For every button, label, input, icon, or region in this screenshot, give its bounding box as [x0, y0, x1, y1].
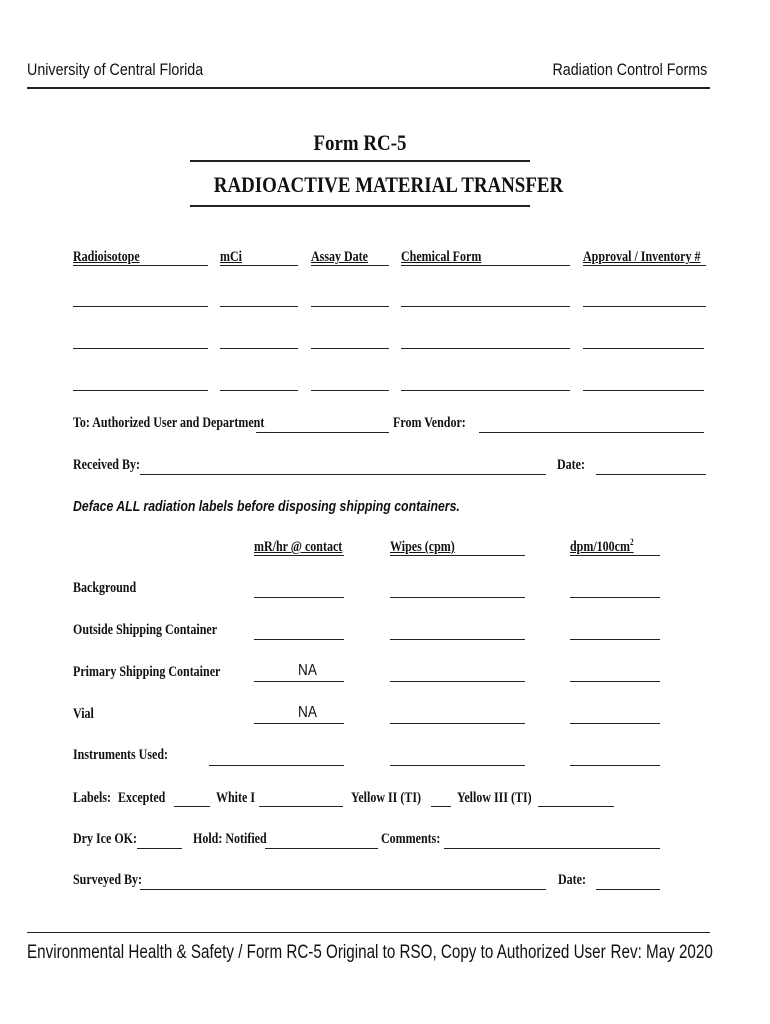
labels-yellow2-field[interactable] [431, 806, 451, 807]
labels-white-label: White I [216, 790, 255, 806]
dpm-label-text: dpm/100cm [570, 539, 630, 555]
instruments-wipes-field[interactable] [390, 765, 525, 766]
received-by-field[interactable] [140, 474, 546, 475]
outside-wipes-field[interactable] [390, 639, 525, 640]
primary-wipes-field[interactable] [390, 681, 525, 682]
instruments-field[interactable] [209, 765, 344, 766]
outside-dpm-field[interactable] [570, 639, 660, 640]
hold-notified-field[interactable] [265, 848, 378, 849]
received-date-field[interactable] [596, 474, 706, 475]
surveyed-by-field[interactable] [140, 889, 546, 890]
approval-field[interactable] [583, 306, 706, 307]
form-number: Form RC-5 [313, 130, 407, 155]
row-primary-container-label: Primary Shipping Container [73, 664, 221, 680]
col-chemical-form-underline [401, 265, 570, 266]
primary-contact-na: NA [298, 662, 317, 679]
row-instruments-label: Instruments Used: [73, 747, 169, 763]
surveyed-date-field[interactable] [596, 889, 660, 890]
title-top-rule [190, 160, 530, 162]
radioisotope-field[interactable] [73, 390, 208, 391]
mci-field[interactable] [220, 348, 298, 349]
vial-contact-field [254, 723, 344, 724]
col-approval-underline [583, 265, 706, 266]
labels-yellow3-field[interactable] [538, 806, 614, 807]
col-chemical-form: Chemical Form [401, 249, 482, 265]
labels-yellow3-label: Yellow III (TI) [457, 790, 532, 806]
assay-date-field[interactable] [311, 348, 389, 349]
dpm-superscript: 2 [630, 537, 634, 547]
from-vendor-field[interactable] [479, 432, 704, 433]
primary-dpm-field[interactable] [570, 681, 660, 682]
background-contact-field[interactable] [254, 597, 344, 598]
radioisotope-field[interactable] [73, 306, 208, 307]
title-bottom-rule [190, 205, 530, 207]
received-by-label: Received By: [73, 457, 140, 473]
col-mci-underline [220, 265, 298, 266]
col-dpm-100cm2 [570, 539, 634, 556]
labels-yellow2-label: Yellow II (TI) [351, 790, 422, 806]
header-university: University of Central Florida [27, 60, 204, 79]
background-dpm-field[interactable] [570, 597, 660, 598]
hold-notified-label: Hold: Notified [193, 831, 267, 847]
chemical-form-field[interactable] [401, 348, 570, 349]
footer-distribution: Environmental Health & Safety / Form RC-5 Original to RSO, Copy to Authorized User [27, 942, 606, 963]
col-wipes-underline [390, 555, 525, 556]
row-outside-container-label: Outside Shipping Container [73, 622, 218, 638]
received-date-label: Date: [557, 457, 585, 473]
approval-field[interactable] [583, 348, 704, 349]
col-radioisotope: Radioisotope [73, 249, 140, 265]
row-background-label: Background [73, 580, 137, 596]
to-authorized-label: To: Authorized User and Department [73, 415, 265, 431]
dry-ice-field[interactable] [137, 848, 182, 849]
approval-field[interactable] [583, 390, 704, 391]
mci-field[interactable] [220, 390, 298, 391]
assay-date-field[interactable] [311, 390, 389, 391]
vial-wipes-field[interactable] [390, 723, 525, 724]
deface-instruction: Deface ALL radiation labels before disposing shipping containers. [73, 498, 460, 515]
labels-label: Labels: [73, 790, 112, 806]
instruments-dpm-field[interactable] [570, 765, 660, 766]
surveyed-by-label: Surveyed By: [73, 872, 142, 888]
labels-excepted-label: Excepted [118, 790, 166, 806]
comments-label: Comments: [381, 831, 441, 847]
chemical-form-field[interactable] [401, 390, 570, 391]
form-title: RADIOACTIVE MATERIAL TRANSFER [213, 172, 564, 197]
col-approval-inventory: Approval / Inventory # [583, 249, 701, 265]
radioisotope-field[interactable] [73, 348, 208, 349]
primary-contact-field [254, 681, 344, 682]
col-assay-date-underline [311, 265, 389, 266]
row-vial-label: Vial [73, 706, 94, 722]
from-vendor-label: From Vendor: [393, 415, 466, 431]
comments-field[interactable] [444, 848, 660, 849]
mci-field[interactable] [220, 306, 298, 307]
col-mr-hr-underline [254, 555, 344, 556]
to-authorized-field[interactable] [256, 432, 389, 433]
vial-dpm-field[interactable] [570, 723, 660, 724]
header-rule [27, 87, 710, 89]
header-forms-category: Radiation Control Forms [552, 60, 707, 79]
col-assay-date: Assay Date [311, 249, 368, 265]
footer-rule [27, 932, 710, 933]
dry-ice-label: Dry Ice OK: [73, 831, 137, 847]
col-mci: mCi [220, 249, 242, 265]
surveyed-date-label: Date: [558, 872, 586, 888]
outside-contact-field[interactable] [254, 639, 344, 640]
labels-excepted-field[interactable] [174, 806, 210, 807]
col-mr-hr-contact: mR/hr @ contact [254, 539, 343, 555]
footer-revision: Rev: May 2020 [610, 942, 713, 963]
labels-white-field[interactable] [259, 806, 343, 807]
col-wipes-cpm: Wipes (cpm) [390, 539, 455, 555]
assay-date-field[interactable] [311, 306, 389, 307]
vial-contact-na: NA [298, 704, 317, 721]
background-wipes-field[interactable] [390, 597, 525, 598]
col-dpm-underline [570, 555, 660, 556]
col-radioisotope-underline [73, 265, 208, 266]
chemical-form-field[interactable] [401, 306, 570, 307]
